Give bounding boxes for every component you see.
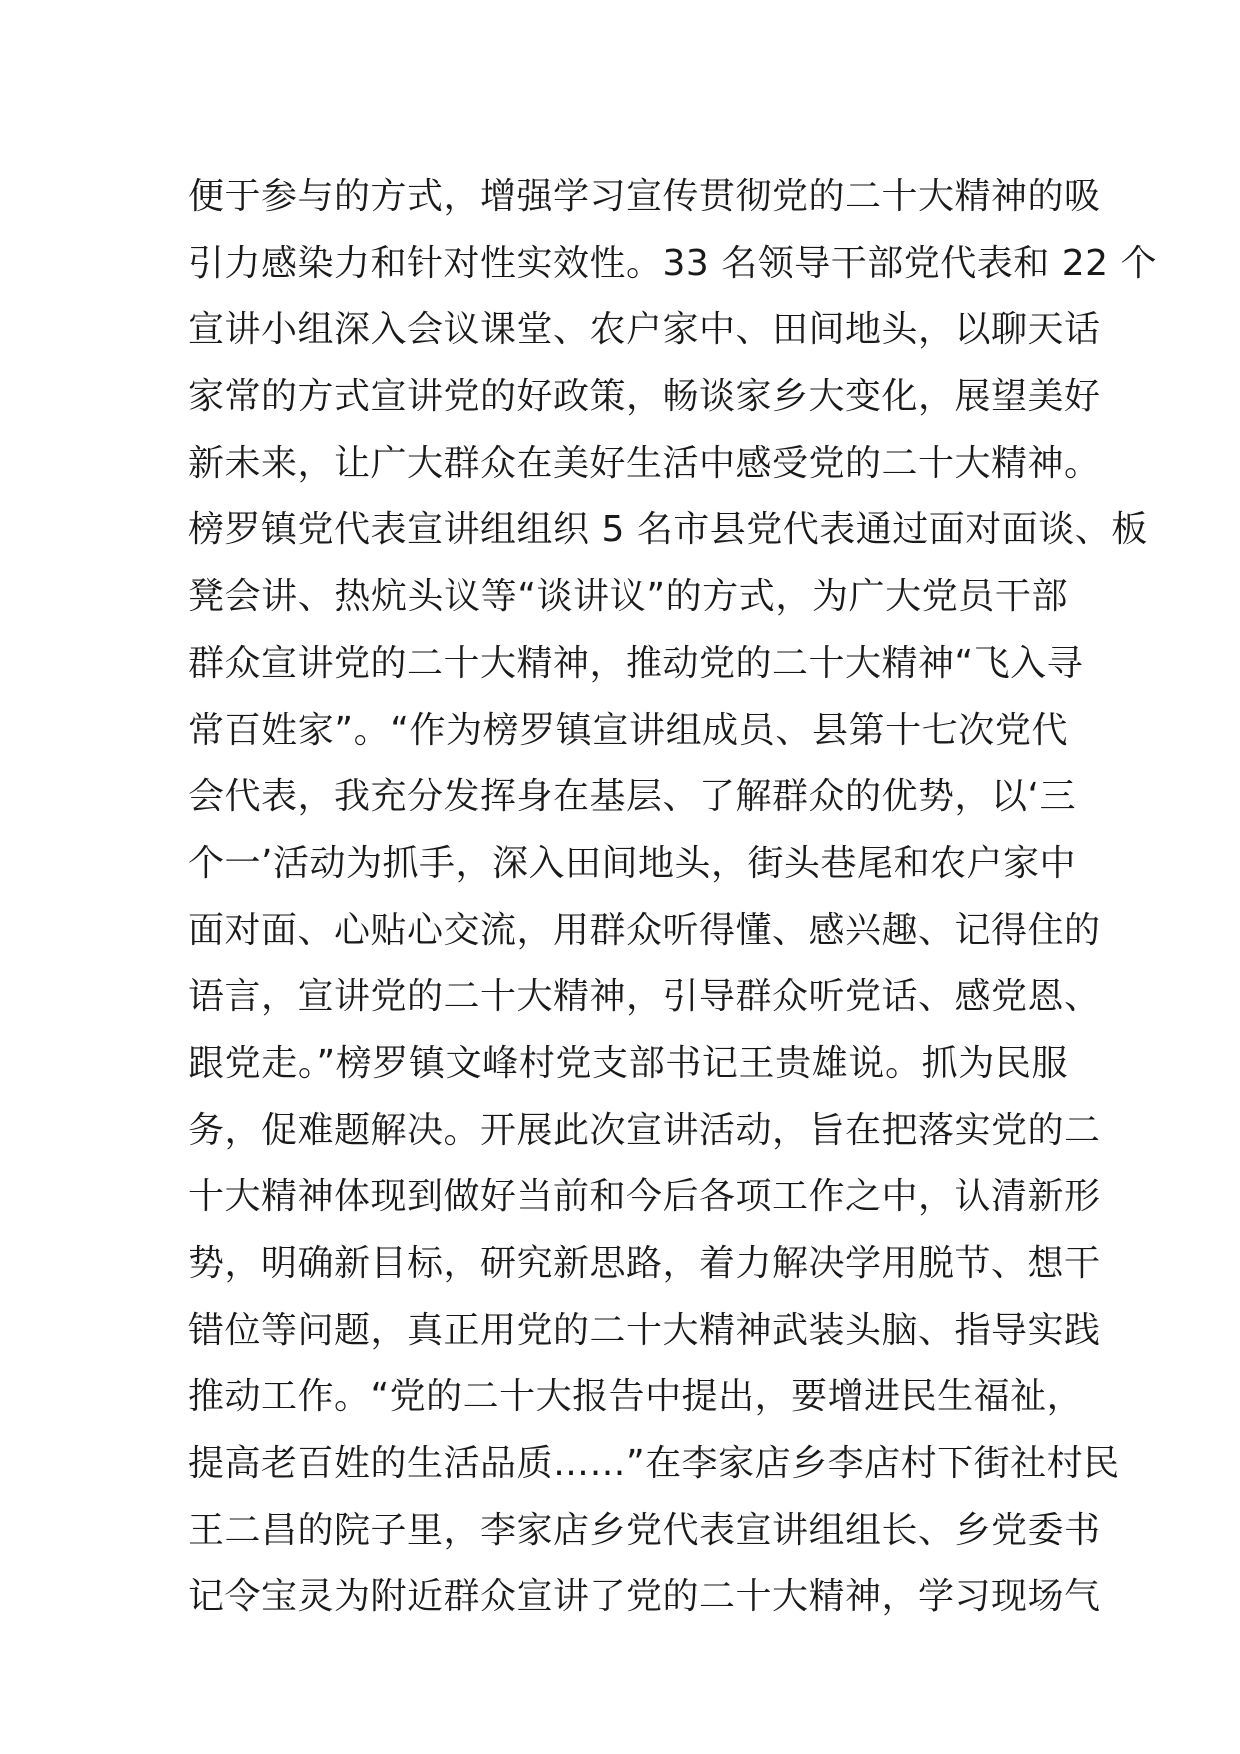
text-line: 势，明确新目标，研究新思路，着力解决学用脱节、想干 xyxy=(188,1243,1101,1284)
text-line: 错位等问题，真正用党的二十大精神武装头脑、指导实践 xyxy=(188,1309,1101,1351)
text-line: 语言，宣讲党的二十大精神，引导群众听党话、感党恩、 xyxy=(188,976,1101,1018)
text-line: 记令宝灵为附近群众宣讲了党的二十大精神，学习现场气 xyxy=(188,1576,1101,1618)
text-line: 推动工作。“党的二十大报告中提出，要增进民生福祉， xyxy=(188,1376,1084,1418)
text-line: 个一’活动为抓手，深入田间地头，街头巷尾和农户家中 xyxy=(188,842,1076,884)
text-line: 提高老百姓的生活品质……”在李家店乡李店村下街社村民 xyxy=(188,1443,1120,1485)
text-line: 会代表，我充分发挥身在基层、了解群众的优势，以‘三 xyxy=(188,776,1076,818)
text-line: 榜罗镇党代表宣讲组组织 5 名市县党代表通过面对面谈、板 xyxy=(188,509,1148,551)
text-line: 引力感染力和针对性实效性。33 名领导干部党代表和 22 个 xyxy=(188,242,1157,284)
text-line: 凳会讲、热炕头议等“谈讲议”的方式，为广大党员干部 xyxy=(188,576,1068,618)
text-line: 新未来，让广大群众在美好生活中感受党的二十大精神。 xyxy=(188,442,1101,484)
text-line: 常百姓家”。“作为榜罗镇宣讲组成员、县第十七次党代 xyxy=(188,709,1068,751)
body-text xyxy=(188,164,1157,1631)
text-line: 群众宣讲党的二十大精神，推动党的二十大精神“飞入寻 xyxy=(188,642,1084,684)
text-line: 家常的方式宣讲党的好政策，畅谈家乡大变化，展望美好 xyxy=(188,376,1101,418)
text-line: 王二昌的院子里，李家店乡党代表宣讲组组长、乡党委书 xyxy=(188,1509,1101,1551)
text-line: 十大精神体现到做好当前和今后各项工作之中，认清新形 xyxy=(188,1176,1101,1218)
text-line: 跟党走。”榜罗镇文峰村党支部书记王贵雄说。抓为民服 xyxy=(188,1042,1068,1084)
text-line: 宣讲小组深入会议课堂、农户家中、田间地头，以聊天话 xyxy=(188,309,1101,351)
text-line: 便于参与的方式，增强学习宣传贯彻党的二十大精神的吸 xyxy=(188,176,1101,217)
text-line: 务，促难题解决。开展此次宣讲活动，旨在把落实党的二 xyxy=(188,1109,1101,1151)
text-line: 面对面、心贴心交流，用群众听得懂、感兴趣、记得住的 xyxy=(188,909,1101,951)
